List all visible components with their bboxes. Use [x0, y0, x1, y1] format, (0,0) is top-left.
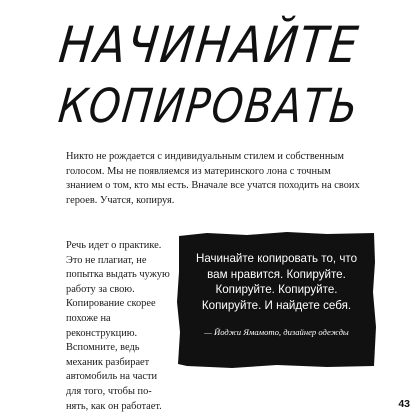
paragraph-practice: Речь идет о практике. Это не плагиат, не попытка выдать чужую работу за свою. Копирование скорее похоже на реконструкцию. Вспомните, ведь механик разбирает автомобиль на части для того, чтобы понять, как он работает.: [66, 240, 170, 412]
paragraph-intro: Никто не рождается с индивидуальным стилем и собственным голосом. Мы не появляемся из материнского лона с точным знанием о том, кто мы есть. Вначале все учатся походить на своих героев. Учатся, копируя.: [66, 151, 360, 206]
quote-attribution: — Йоджи Ямамото, дизайнер одежды: [204, 327, 349, 337]
title-line-1: НАЧИНАЙТЕ: [56, 15, 396, 74]
page-title: [0, 0, 420, 135]
quote-text: Начинайте копировать то, что вам нравится. Копируйте. Копируйте. Копируйте. Копируйте. И найдете себя.: [195, 252, 358, 312]
title-line-2: КОПИРОВАТЬ: [55, 79, 414, 134]
page-number: 43: [398, 398, 410, 410]
quote-block: [177, 232, 376, 368]
